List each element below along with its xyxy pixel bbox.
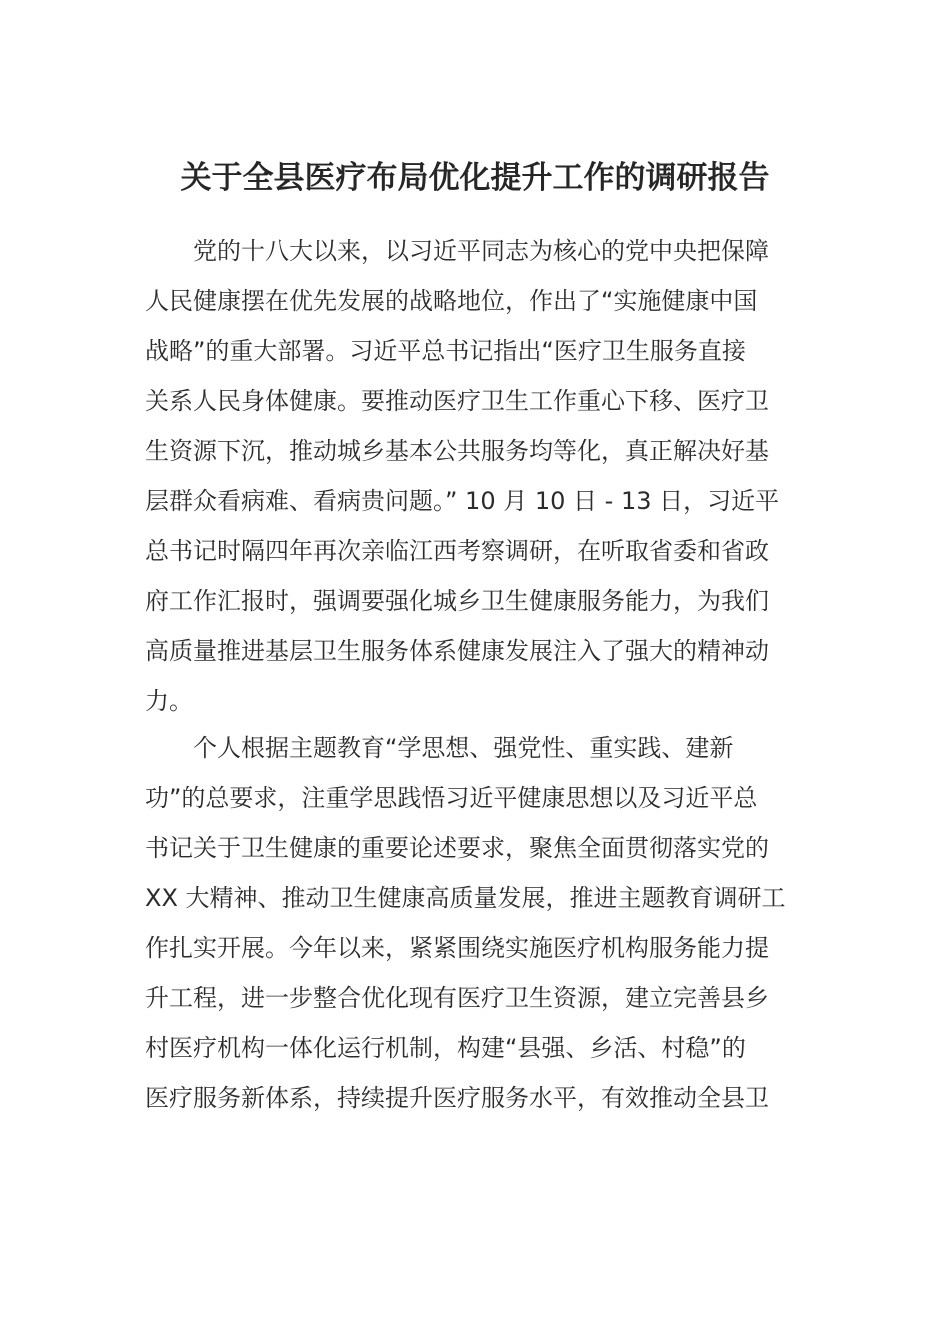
text-line: 层群众看病难、看病贵问题。” 10 月 10 日 - 13 日，习近平 (145, 487, 780, 515)
text-line: 升工程，进一步整合优化现有医疗卫生资源，建立完善县乡 (145, 984, 769, 1012)
text-line: 书记关于卫生健康的重要论述要求，聚焦全面贯彻落实党的 (145, 834, 769, 862)
text-line: XX 大精神、推动卫生健康高质量发展，推进主题教育调研工 (145, 884, 786, 912)
text-line: 个人根据主题教育“学思想、强党性、重实践、建新 (193, 734, 734, 762)
text-line: 功”的总要求，注重学思践悟习近平健康思想以及习近平总 (145, 784, 758, 812)
text-line: 关系人民身体健康。要推动医疗卫生工作重心下移、医疗卫 (145, 387, 769, 415)
paragraph-1 (145, 226, 805, 726)
text-line: 医疗服务新体系，持续提升医疗服务水平，有效推动全县卫 (145, 1084, 769, 1112)
text-line: 府工作汇报时，强调要强化城乡卫生健康服务能力，为我们 (145, 587, 769, 615)
text-line: 总书记时隔四年再次亲临江西考察调研，在听取省委和省政 (145, 537, 769, 565)
text-line: 战略”的重大部署。习近平总书记指出“医疗卫生服务直接 (145, 337, 746, 365)
paragraph-2 (145, 723, 805, 1123)
text-line: 人民健康摆在优先发展的战略地位，作出了“实施健康中国 (145, 287, 758, 315)
text-line: 力。 (145, 687, 193, 715)
text-line: 作扎实开展。今年以来，紧紧围绕实施医疗机构服务能力提 (145, 934, 769, 962)
text-line: 村医疗机构一体化运行机制，构建“县强、乡活、村稳”的 (145, 1034, 746, 1062)
text-line: 生资源下沉，推动城乡基本公共服务均等化，真正解决好基 (145, 437, 769, 465)
text-line: 党的十八大以来，以习近平同志为核心的党中央把保障 (193, 237, 769, 265)
text-line: 高质量推进基层卫生服务体系健康发展注入了强大的精神动 (145, 637, 769, 665)
document-title: 关于全县医疗布局优化提升工作的调研报告 (180, 160, 770, 196)
